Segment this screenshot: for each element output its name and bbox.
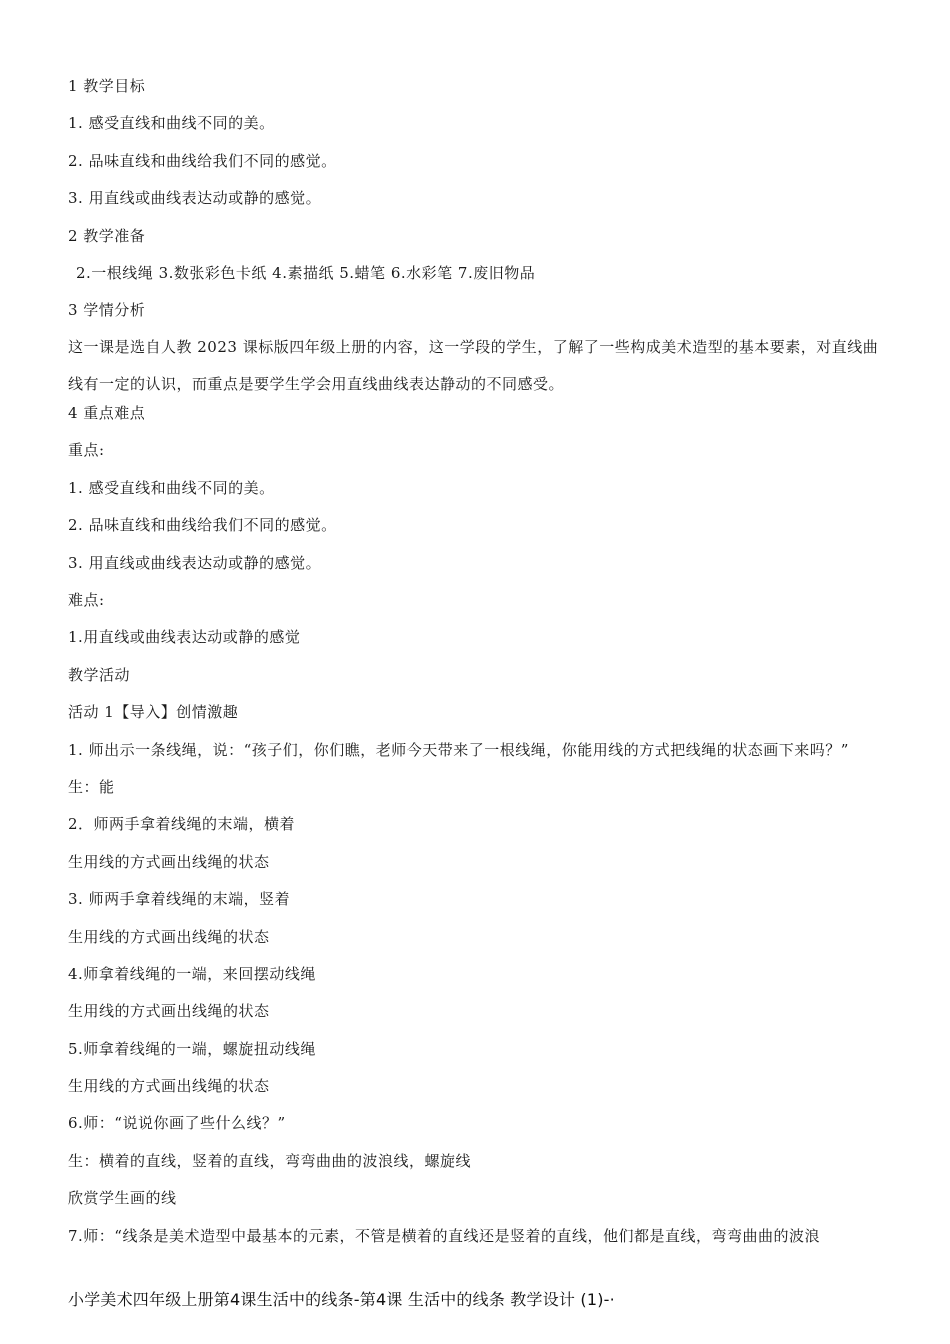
key-points-label: 重点:	[68, 441, 105, 460]
preparation-materials: 2.一根线绳 3.数张彩色卡纸 4.素描纸 5.蜡笔 6.水彩笔 7.废旧物品	[76, 263, 536, 282]
section-heading-analysis: 3 学情分析	[68, 301, 146, 320]
activity-step-4: 4.师拿着线绳的一端，来回摆动线绳	[68, 964, 316, 983]
section-heading-objectives: 1 教学目标	[68, 77, 146, 95]
student-response-6: 生：横着的直线，竖着的直线，弯弯曲曲的波浪线，螺旋线	[68, 1151, 472, 1170]
analysis-paragraph: 这一课是选自人教 2023 课标版四年级上册的内容，这一学段的学生，了解了一些构成美术造型的基本要素，对直线曲线有一定的认识，而重点是要学生学会用直线曲线表达静动的不同感受。	[68, 337, 879, 394]
activity-1-heading: 活动 1【导入】创情激趣	[68, 703, 239, 722]
objective-item-1: 1. 感受直线和曲线不同的美。	[68, 114, 275, 133]
key-point-item-2: 2. 品味直线和曲线给我们不同的感觉。	[68, 516, 337, 535]
section-heading-key-points: 4 重点难点	[68, 404, 146, 423]
activity-step-5: 5.师拿着线绳的一端，螺旋扭动线绳	[68, 1039, 316, 1058]
student-response-4: 生用线的方式画出线绳的状态	[68, 1002, 270, 1021]
activity-step-7: 7.师：“线条是美术造型中最基本的元素，不管是横着的直线还是竖着的直线，他们都是直线，弯弯曲曲的波浪	[68, 1226, 820, 1245]
section-heading-preparation: 2 教学准备	[68, 226, 146, 245]
student-response-5: 生用线的方式画出线绳的状态	[68, 1077, 270, 1096]
student-response-3: 生用线的方式画出线绳的状态	[68, 927, 270, 946]
activity-step-1: 1. 师出示一条线绳，说：“孩子们，你们瞧，老师今天带来了一根线绳，你能用线的方式把线绳的状态画下来吗？”	[68, 740, 849, 759]
activity-step-6: 6.师：“说说你画了些什么线？”	[68, 1114, 286, 1133]
appreciation-line: 欣赏学生画的线	[68, 1189, 177, 1208]
document-footer-title: 小学美术四年级上册第4课生活中的线条-第4课 生活中的线条 教学设计 (1)-·	[68, 1290, 615, 1309]
objective-item-3: 3. 用直线或曲线表达动或静的感觉。	[68, 189, 322, 208]
key-point-item-1: 1. 感受直线和曲线不同的美。	[68, 478, 275, 497]
activity-step-3: 3. 师两手拿着线绳的末端，竖着	[68, 890, 291, 909]
objective-item-2: 2. 品味直线和曲线给我们不同的感觉。	[68, 151, 337, 170]
key-point-item-3: 3. 用直线或曲线表达动或静的感觉。	[68, 553, 322, 572]
document-body	[68, 76, 888, 1263]
activity-step-2: 2．师两手拿着线绳的末端，横着	[68, 815, 296, 834]
difficulties-label: 难点:	[68, 591, 105, 609]
student-response-2: 生用线的方式画出线绳的状态	[68, 852, 270, 871]
difficulty-item-1: 1.用直线或曲线表达动或静的感觉	[68, 628, 301, 647]
student-response-1: 生：能	[68, 777, 115, 796]
section-heading-activities: 教学活动	[68, 665, 131, 684]
